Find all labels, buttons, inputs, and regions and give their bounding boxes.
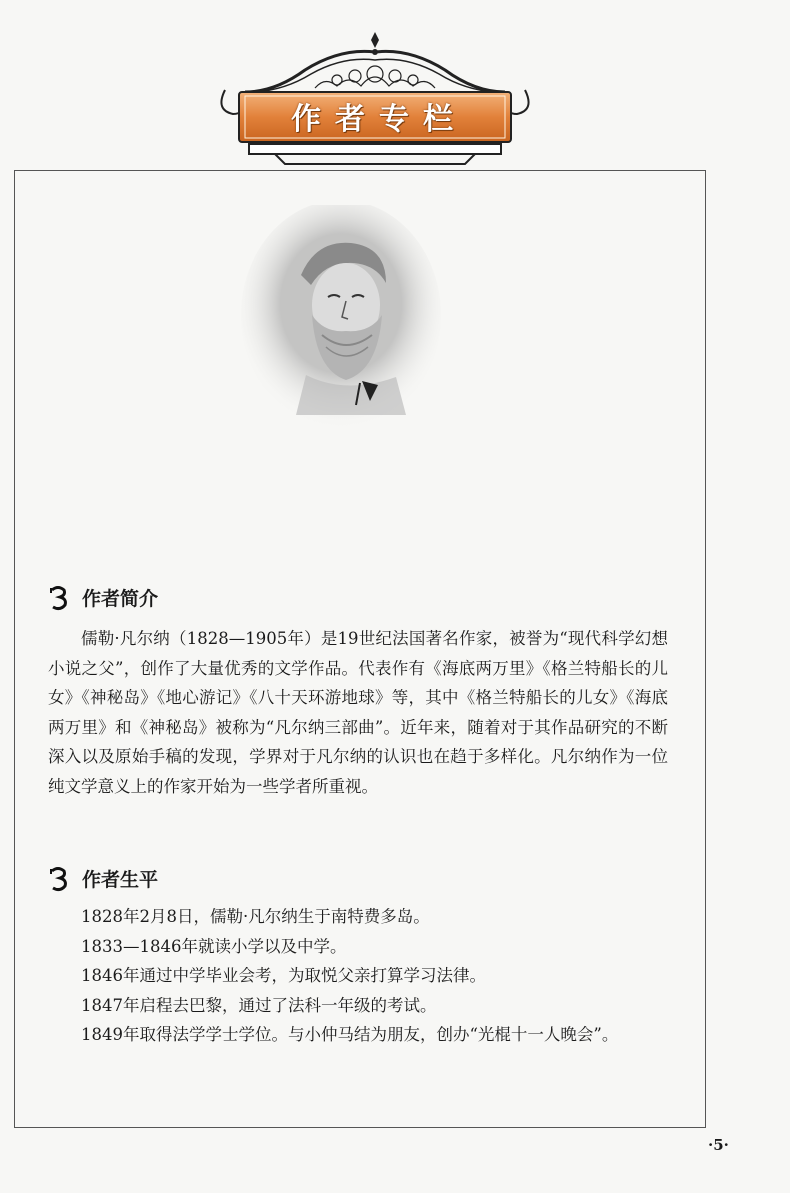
life-heading [48,865,158,892]
intro-paragraph [48,624,668,801]
life-event: 1828年2月8日，儒勒·凡尔纳生于南特费多岛。 [81,907,430,926]
life-event: 1846年通过中学毕业会考，为取悦父亲打算学习法律。 [81,966,486,985]
section-bullet-icon [48,585,70,611]
author-portrait [236,205,446,445]
page-number: ·5· [708,1136,729,1154]
life-events-list [48,902,668,1050]
intro-heading-text: 作者简介 [82,588,159,610]
intro-text: 儒勒·凡尔纳（1828—1905年）是19世纪法国著名作家，被誉为“现代科学幻想小说之父”，创作了大量优秀的文学作品。代表作有《海底两万里》《格兰特船长的儿女》《神秘岛》《地心游记》《八十天环游地球》等，其中《格兰特船长的儿女》《海底两万里》和《神秘岛》被称为“凡尔纳三部曲”。近年来，随着对于其作品研究的不断深入以及原始手稿的发现，学界对于凡尔纳的认识也在趋于多样化。凡尔纳作为一位纯文学意义上的作家开始为一些学者所重视。 [48,629,668,796]
life-heading-text: 作者生平 [82,869,159,891]
life-event: 1833—1846年就读小学以及中学。 [81,936,347,956]
section-bullet-icon [48,866,70,892]
life-event: 1849年取得法学学士学位。与小仲马结为朋友，创办“光棍十一人晚会”。 [81,1025,619,1044]
page-title: 作者专栏 [291,102,467,137]
life-event: 1847年启程去巴黎，通过了法科一年级的考试。 [81,995,437,1015]
intro-heading [48,584,158,611]
